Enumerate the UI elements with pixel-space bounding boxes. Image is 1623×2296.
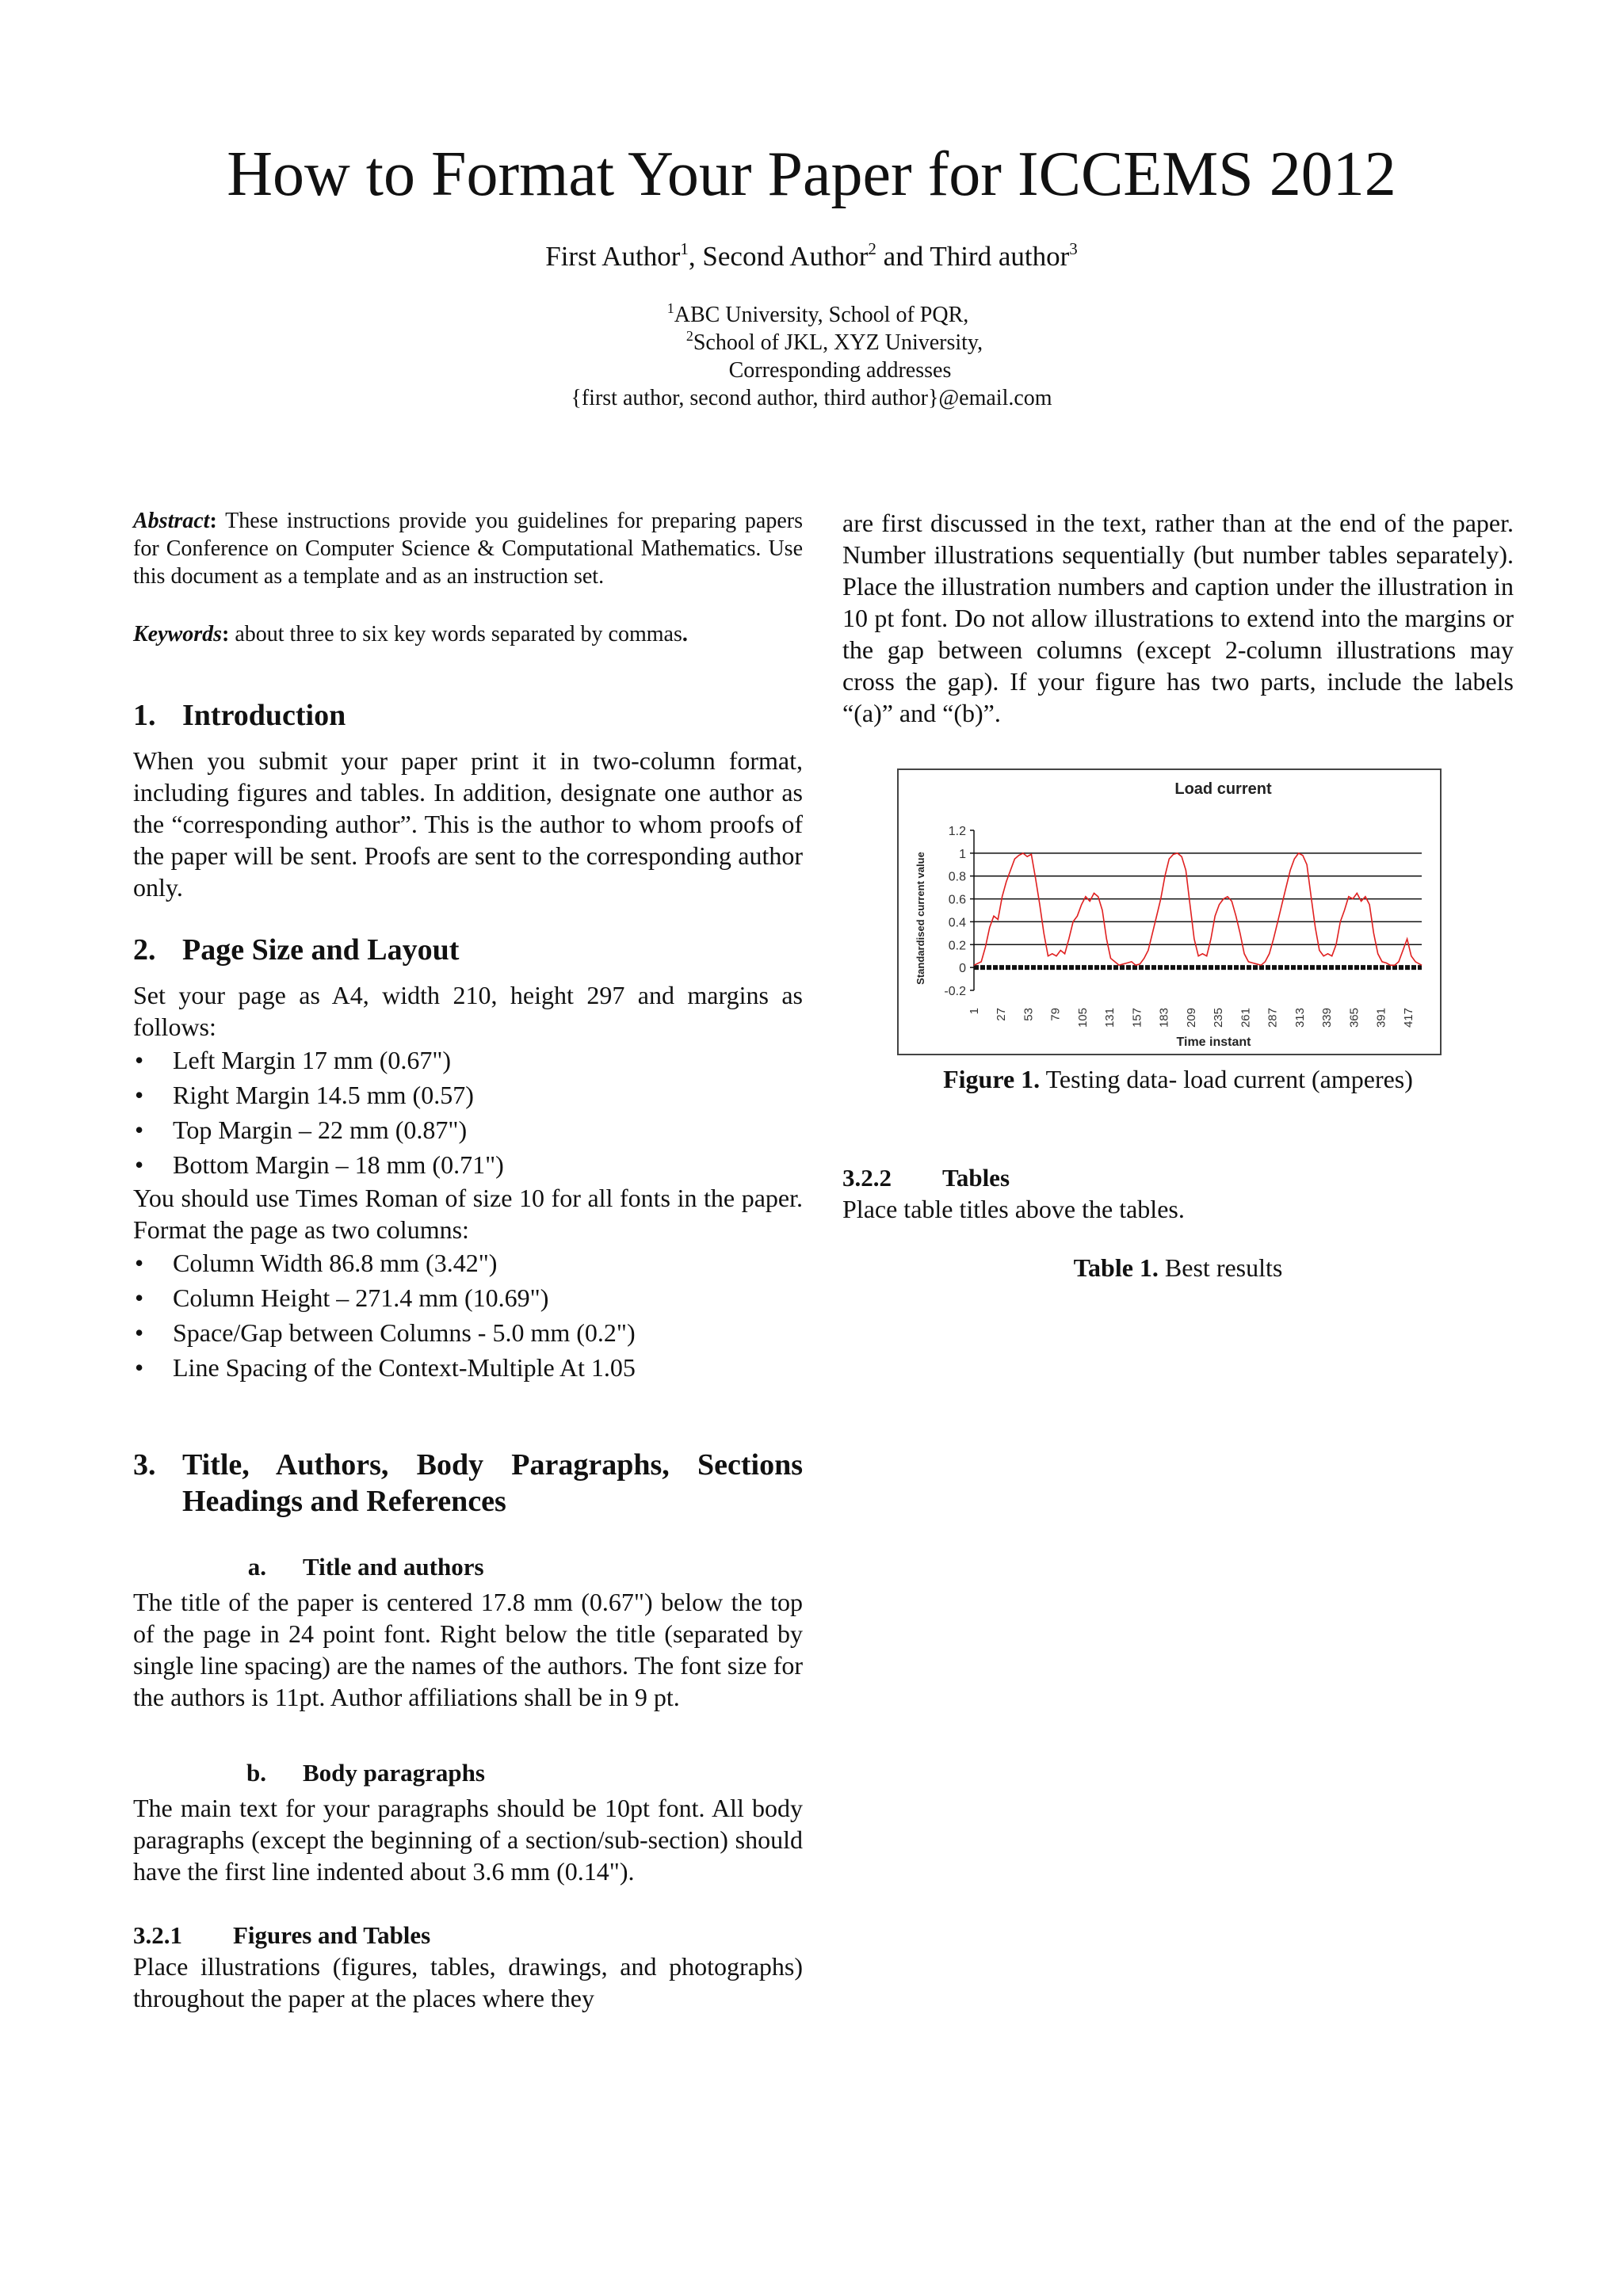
y-tick-label: 0 xyxy=(959,962,966,976)
y-tick-label: 0.2 xyxy=(948,939,966,953)
x-tick-label: 105 xyxy=(1075,1008,1090,1028)
subsubsection-title: Figures and Tables xyxy=(233,1921,431,1949)
x-axis-label: Time instant xyxy=(1176,1035,1251,1049)
x-tick-label: 27 xyxy=(995,1008,1009,1021)
section-number: 1. xyxy=(133,699,156,732)
subsection-title: Title and authors xyxy=(303,1553,484,1581)
affiliation-line xyxy=(13,301,1623,329)
subsection-heading-body-paragraphs xyxy=(133,1757,803,1789)
subsubsection-heading-figures-tables xyxy=(133,1920,803,1951)
x-tick-label: 339 xyxy=(1320,1008,1335,1028)
keywords-text: about three to six key words separated by commas xyxy=(229,622,682,646)
list-item: • Right Margin 14.5 mm (0.57) xyxy=(133,1077,803,1112)
y-tick-label: 1 xyxy=(959,847,966,861)
figure-1-chart xyxy=(897,769,1442,1055)
subsubsection-number: 3.2.1 xyxy=(133,1921,182,1949)
affiliations xyxy=(0,301,1623,412)
x-tick-label: 1 xyxy=(968,1008,981,1015)
y-axis-label: Standardised current value xyxy=(915,852,926,985)
subsubsection-heading-tables xyxy=(842,1163,1514,1193)
section-title: Title, Authors, Body Paragraphs, Sections Headings and References xyxy=(182,1448,803,1518)
title-authors-paragraph: The title of the paper is centered 17.8 mm (0.67") below the top of the page in 24 point font. Right below the title (separated by single line spacing) are the names of the authors. The font size for the authors is 11pt. Author affiliations shall be in 9 pt. xyxy=(133,1588,803,1711)
figure-1-caption xyxy=(842,1063,1514,1095)
list-item: • Bottom Margin – 18 mm (0.71") xyxy=(133,1147,803,1182)
section-title: Introduction xyxy=(182,699,346,732)
body-paragraphs-paragraph: The main text for your paragraphs should be 10pt font. All body paragraphs (except the beginning of a section/sub-section) should have the first line indented about 3.6 mm (0.14"). xyxy=(133,1794,803,1886)
list-item: • Column Width 86.8 mm (3.42") xyxy=(133,1245,803,1280)
tables-paragraph: Place table titles above the tables. xyxy=(842,1195,1185,1223)
chart-title: Load current xyxy=(1174,780,1272,798)
section-heading-page-size xyxy=(133,932,803,968)
load-current-series-line xyxy=(974,853,1422,965)
right-column xyxy=(842,507,1514,1283)
table-caption-text: Best results xyxy=(1158,1253,1283,1282)
section-number: 3. xyxy=(133,1448,156,1482)
section-number: 2. xyxy=(133,933,156,967)
author-superscript: 3 xyxy=(1069,239,1078,258)
x-tick-label: 183 xyxy=(1157,1008,1171,1028)
y-tick-label: -0.2 xyxy=(944,985,966,998)
figures-tables-paragraph: Place illustrations (figures, tables, drawings, and photographs) throughout the paper at the places where they xyxy=(133,1952,803,2012)
x-tick-label: 157 xyxy=(1130,1008,1144,1028)
author-name: First Author xyxy=(545,241,681,272)
section-heading-introduction xyxy=(133,697,803,734)
affiliation-text: School of JKL, XYZ University, xyxy=(693,330,983,355)
list-item: • Column Height – 271.4 mm (10.69") xyxy=(133,1280,803,1315)
figure-caption-text: Testing data- load current (amperes) xyxy=(1040,1065,1413,1093)
y-tick-label: 1.2 xyxy=(948,825,966,838)
author-superscript: 1 xyxy=(680,239,689,258)
list-item: • Space/Gap between Columns - 5.0 mm (0.2") xyxy=(133,1315,803,1350)
author-superscript: 2 xyxy=(868,239,876,258)
figures-tables-paragraph-continued: are first discussed in the text, rather than at the end of the paper. Number illustrations sequentially (but number tables separately). Place the illustration numbers and caption under the illustration in 10 pt font. Do not allow illustrations to extend into the margins or the gap between columns (except 2-column illustrations may cross the gap). If your figure has two parts, include the labels “(a)” and “(b)”. xyxy=(842,509,1514,727)
x-tick-label: 287 xyxy=(1266,1008,1280,1028)
keywords-label: Keywords xyxy=(133,622,222,646)
subsubsection-title: Tables xyxy=(942,1164,1010,1192)
affiliation-email xyxy=(0,384,1623,412)
keywords-end: . xyxy=(682,622,688,646)
y-tick-label: 0.8 xyxy=(948,870,966,884)
author-separator: , xyxy=(688,241,703,272)
x-tick-label: 209 xyxy=(1184,1008,1198,1028)
author-name: Third author xyxy=(930,241,1070,272)
affiliation-line xyxy=(57,357,1623,384)
x-tick-label: 417 xyxy=(1401,1008,1415,1028)
y-tick-label: 0.6 xyxy=(948,893,966,907)
load-current-chart xyxy=(899,770,1440,1054)
paper-title: How to Format Your Paper for ICCEMS 2012 xyxy=(227,139,1396,209)
table-1-caption xyxy=(842,1252,1514,1283)
keywords xyxy=(133,620,803,648)
author-separator: and xyxy=(876,241,930,272)
author-line xyxy=(0,239,1623,274)
x-tick-label: 79 xyxy=(1048,1008,1063,1021)
affiliation-text: {first author, second author, third author}@email.com xyxy=(571,386,1052,410)
list-item: • Line Spacing of the Context-Multiple At 1.05 xyxy=(133,1350,803,1385)
list-item: • Left Margin 17 mm (0.67") xyxy=(133,1043,803,1077)
x-tick-label: 391 xyxy=(1374,1008,1388,1028)
abstract-label: Abstract xyxy=(133,509,210,533)
affiliation-text: Corresponding addresses xyxy=(728,358,952,383)
y-tick-label: 0.4 xyxy=(948,916,966,930)
introduction-paragraph: When you submit your paper print it in two-column format, including figures and tables. In addition, designate one author as the “corresponding author”. This is the author to whom proofs of the paper will be sent. Proofs are sent to the corresponding author only. xyxy=(133,746,803,902)
x-tick-label: 261 xyxy=(1239,1008,1253,1028)
affiliation-superscript: 1 xyxy=(666,300,674,316)
subsubsection-number: 3.2.2 xyxy=(842,1164,892,1192)
x-tick-label: 235 xyxy=(1212,1008,1226,1028)
table-label: Table 1. xyxy=(1073,1253,1159,1282)
margin-list xyxy=(133,1043,803,1182)
abstract-text: These instructions provide you guidelines for preparing papers for Conference on Computer Science & Computational Mathematics. Use this document as a template and as an instruction set. xyxy=(133,509,803,589)
subsection-number: b. xyxy=(246,1759,266,1787)
section-heading-title-authors xyxy=(133,1447,803,1520)
affiliation-text: ABC University, School of PQR, xyxy=(674,303,969,327)
figure-label: Figure 1. xyxy=(943,1065,1041,1093)
section-title: Page Size and Layout xyxy=(182,933,460,967)
list-item: • Top Margin – 22 mm (0.87") xyxy=(133,1112,803,1147)
author-name: Second Author xyxy=(702,241,869,272)
column-list xyxy=(133,1245,803,1385)
keywords-colon: : xyxy=(222,622,230,646)
abstract xyxy=(133,507,803,590)
subsection-number: a. xyxy=(247,1553,266,1581)
font-paragraph: You should use Times Roman of size 10 for all fonts in the paper. Format the page as two columns: xyxy=(133,1184,803,1244)
x-tick-label: 365 xyxy=(1347,1008,1361,1028)
x-tick-label: 53 xyxy=(1022,1008,1036,1021)
affiliation-line xyxy=(46,329,1623,357)
x-tick-label: 131 xyxy=(1103,1008,1117,1028)
x-tick-label: 313 xyxy=(1293,1008,1307,1028)
subsection-title: Body paragraphs xyxy=(303,1759,485,1787)
abstract-colon: : xyxy=(209,509,217,533)
affiliation-superscript: 2 xyxy=(685,328,693,344)
left-column xyxy=(133,507,803,2014)
subsection-heading-title-authors xyxy=(133,1551,803,1583)
page-size-paragraph: Set your page as A4, width 210, height 297 and margins as follows: xyxy=(133,981,803,1041)
